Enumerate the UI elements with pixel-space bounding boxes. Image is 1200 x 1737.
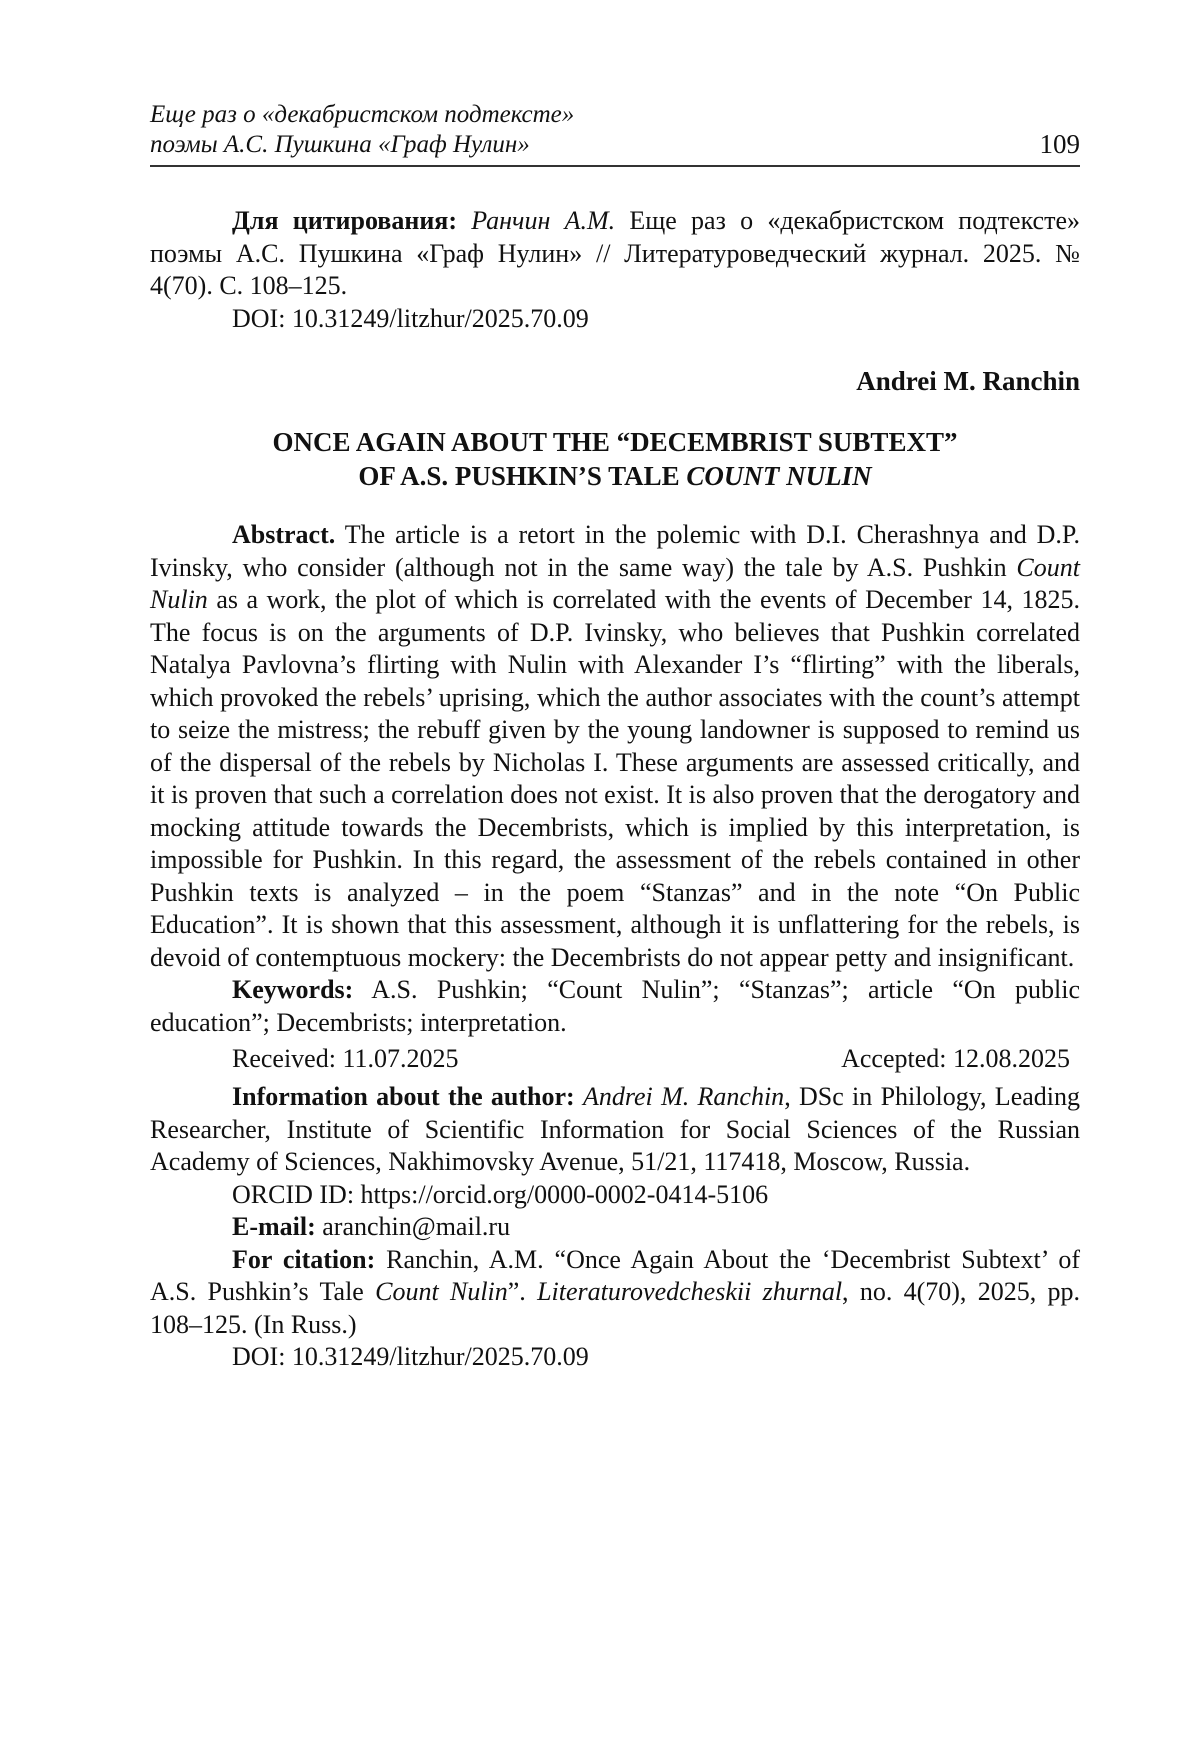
author-info-name: Andrei M. Ranchin [582, 1082, 785, 1111]
author-info [150, 1081, 1080, 1179]
email [150, 1211, 1080, 1244]
received-date: Received: 11.07.2025 [232, 1044, 459, 1073]
abstract-part-2: as a work, the plot of which is correlated with the events of December 14, 1825. The focus is on the arguments of D.P. Ivinsky, who believes that Pushkin correlated Natalya Pavlovna’s flirting with Nulin with Alexander I’s “flirting” with the liberals, which provoked the rebels’ uprising, which the author associates with the count’s attempt to seize the mistress; the rebuff given by the young landowner is supposed to remind us of the dispersal of the rebels by Nicholas I. These arguments are assessed critically, and it is proven that such a correlation does not exist. It is also proven that the derogatory and mocking attitude towards the Decembrists, which is implied by this interpretation, is impossible for Pushkin. In this regard, the assessment of the rebels contained in other Pushkin texts is analyzed – in the poem “Stanzas” and in the note “On Public Education”. It is shown that this assessment, although it is unflattering for the rebels, is devoid of contemptuous mockery: the Decembrists do not appear petty and insignificant. [150, 585, 1080, 972]
citation-ru-label: Для цитирования: [232, 206, 458, 235]
title-line-2-prefix: OF A.S. PUSHKIN’S TALE [358, 461, 687, 491]
article-title [150, 425, 1080, 493]
citation-ru-text: Еще раз о «декабристском подтексте» поэмы А.С. Пушкина «Граф Нулин» // Литературоведческий журнал. 2025. № 4(70). С. 108–125. [150, 206, 1080, 300]
page-number: 109 [1039, 129, 1080, 159]
citation-en [150, 1244, 1080, 1342]
citation-en-part-1: Ranchin, A.M. “Once Again About the ‘Decembrist Subtext’ of A.S. Pushkin’s Tale [150, 1244, 1080, 1306]
author-name: Andrei M. Ranchin [856, 366, 1080, 396]
citation-en-doi: DOI: 10.31249/litzhur/2025.70.09 [232, 1342, 589, 1371]
email-address: aranchin@mail.ru [315, 1212, 511, 1241]
accepted-date: Accepted: 12.08.2025 [841, 1044, 1070, 1073]
running-head-line-1: Еще раз о «декабристском подтексте» [150, 101, 575, 128]
citation-ru-author: Ранчин А.М. [471, 206, 616, 235]
dates [150, 1043, 1080, 1075]
abstract [150, 519, 1080, 974]
citation-en-part-2: ”. [507, 1277, 538, 1306]
keywords-label: Keywords: [232, 975, 354, 1004]
running-head-line-2: поэмы А.С. Пушкина «Граф Нулин» [150, 131, 530, 158]
citation-en-italic-2: Literaturovedcheskii zhurnal [537, 1277, 843, 1306]
page [150, 100, 1080, 1374]
citation-en-part-3: , no. 4(70), 2025, pp. 108–125. (In Russ.) [150, 1277, 1080, 1339]
author-info-label: Information about the author: [232, 1082, 575, 1111]
keywords-text: A.S. Pushkin; “Count Nulin”; “Stanzas”; article “On public education”; Decembrists; interpretation. [150, 975, 1080, 1037]
citation-ru [150, 205, 1080, 303]
email-label: E-mail: [232, 1212, 316, 1241]
running-head [150, 100, 1080, 167]
abstract-part-1: The article is a retort in the polemic with D.I. Cherashnya and D.P. Ivinsky, who consider (although not in the same way) the tale by A.S. Pushkin [150, 520, 1080, 582]
abstract-italic-1: Count Nulin [150, 552, 1080, 614]
keywords [150, 974, 1080, 1039]
author-info-text: , DSc in Philology, Leading Researcher, Institute of Scientific Information for Social Sciences of the Russian Academy of Sciences, Nakhimovsky Avenue, 51/21, 117418, Moscow, Russia. [150, 1082, 1080, 1176]
title-line-1: ONCE AGAIN ABOUT THE “DECEMBRIST SUBTEXT” [272, 427, 958, 457]
citation-en-italic-1: Count Nulin [375, 1277, 508, 1306]
citation-en-label: For citation: [232, 1244, 376, 1274]
citation-ru-doi: DOI: 10.31249/litzhur/2025.70.09 [232, 303, 589, 333]
title-line-2-italic: COUNT NULIN [686, 461, 872, 491]
orcid: ORCID ID: https://orcid.org/0000-0002-0414-5106 [232, 1179, 769, 1209]
abstract-label: Abstract. [232, 520, 336, 549]
title-line-2 [150, 459, 1080, 493]
